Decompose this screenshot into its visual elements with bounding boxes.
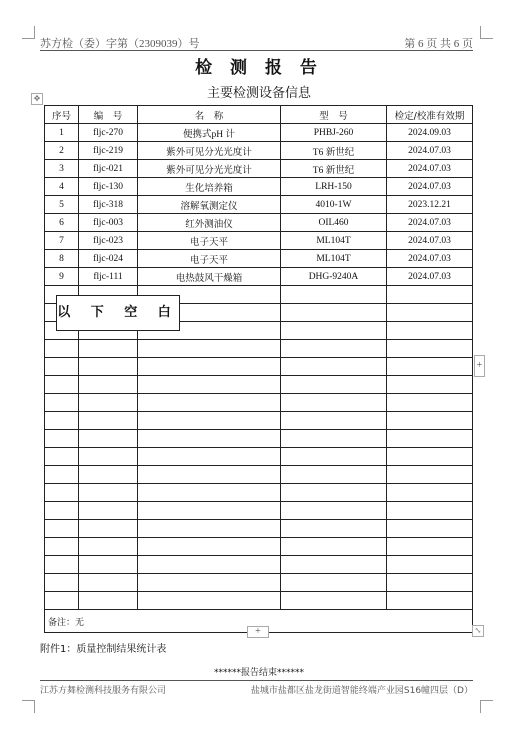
table-cell[interactable]: fljc-003 [79,214,138,232]
table-cell[interactable]: 9 [45,268,79,286]
table-cell[interactable]: T6 新世纪 [281,160,387,178]
table-cell[interactable]: 6 [45,214,79,232]
table-cell[interactable]: 电子天平 [138,250,281,268]
table-move-handle-icon[interactable]: ✥ [31,93,43,105]
table-cell[interactable] [79,430,138,448]
table-cell[interactable]: 生化培养箱 [138,178,281,196]
table-row [45,196,473,214]
table-cell[interactable] [387,574,473,592]
remark-cell[interactable]: 备注：无 [45,610,473,633]
table-cell[interactable] [281,394,387,412]
table-cell[interactable] [138,538,281,556]
table-cell[interactable] [387,502,473,520]
table-cell[interactable] [281,304,387,322]
table-cell[interactable] [281,574,387,592]
table-cell[interactable]: DHG-9240A [281,268,387,286]
table-cell[interactable] [79,394,138,412]
table-cell[interactable]: OIL460 [281,214,387,232]
table-cell[interactable]: 2024.07.03 [387,268,473,286]
table-row [45,232,473,250]
empty-table-row [45,466,473,484]
table-cell[interactable]: 5 [45,196,79,214]
table-cell[interactable] [79,520,138,538]
attachment-note: 附件1：质量控制结果统计表 [40,644,167,655]
table-cell[interactable] [79,538,138,556]
table-cell[interactable] [281,538,387,556]
table-cell[interactable]: 电热鼓风干燥箱 [138,268,281,286]
crop-mark-bottom-left [22,700,35,713]
table-cell[interactable] [387,556,473,574]
page-info: 第 6 页 共 6 页 [404,38,473,50]
table-cell[interactable]: 2023.12.21 [387,196,473,214]
table-cell[interactable] [387,430,473,448]
table-cell[interactable] [79,448,138,466]
table-cell[interactable] [138,358,281,376]
empty-table-row [45,394,473,412]
crop-mark-top-right [480,26,493,39]
table-cell[interactable] [79,484,138,502]
empty-table-row [45,574,473,592]
table-cell[interactable] [79,466,138,484]
table-cell[interactable] [45,376,79,394]
table-cell[interactable] [281,340,387,358]
table-cell[interactable] [281,448,387,466]
table-cell[interactable] [281,520,387,538]
table-cell[interactable] [45,466,79,484]
table-cell[interactable] [387,304,473,322]
table-cell[interactable]: 3 [45,160,79,178]
table-cell[interactable] [45,412,79,430]
report-number: 苏方检（委）字第（2309039）号 [40,38,200,50]
table-cell[interactable] [79,502,138,520]
table-cell[interactable]: fljc-219 [79,142,138,160]
column-header-valid-date: 检定/校准有效期 [387,106,473,124]
crop-mark-top-left [22,26,35,39]
table-cell[interactable] [45,556,79,574]
table-cell[interactable] [387,466,473,484]
table-cell[interactable] [45,484,79,502]
table-body [45,124,473,610]
table-subtitle: 主要检测设备信息 [206,86,311,101]
table-header-row [45,106,473,124]
table-cell[interactable] [45,520,79,538]
table-cell[interactable]: 8 [45,250,79,268]
table-cell[interactable] [138,484,281,502]
table-cell[interactable] [387,358,473,376]
table-row [45,142,473,160]
table-cell[interactable]: 2024.07.03 [387,250,473,268]
table-cell[interactable] [45,394,79,412]
table-cell[interactable]: 7 [45,232,79,250]
table-cell[interactable] [281,430,387,448]
column-header-name: 名 称 [138,106,281,124]
table-cell[interactable]: 溶解氧测定仪 [138,196,281,214]
footer-company: 江苏方舞检测科技服务有限公司 [40,686,167,696]
table-cell[interactable] [45,538,79,556]
empty-table-row [45,502,473,520]
table-cell[interactable]: 2 [45,142,79,160]
table-cell[interactable] [79,358,138,376]
table-cell[interactable] [45,448,79,466]
table-row [45,160,473,178]
table-cell[interactable] [79,592,138,610]
empty-table-row [45,412,473,430]
empty-table-row [45,484,473,502]
table-cell[interactable] [281,286,387,304]
page-title: 检 测 报 告 [195,58,323,78]
table-cell[interactable]: 2024.07.03 [387,214,473,232]
table-cell[interactable]: fljc-270 [79,124,138,142]
table-cell[interactable]: ML104T [281,232,387,250]
table-row [45,250,473,268]
table-cell[interactable] [138,448,281,466]
table-cell[interactable] [138,556,281,574]
table-row [45,178,473,196]
table-cell[interactable] [45,592,79,610]
table-cell[interactable]: 4010-1W [281,196,387,214]
table-cell[interactable] [79,574,138,592]
table-cell[interactable]: 2024.07.03 [387,160,473,178]
table-cell[interactable] [45,430,79,448]
table-cell[interactable] [387,448,473,466]
table-cell[interactable] [281,358,387,376]
table-cell[interactable] [281,592,387,610]
table-cell[interactable] [138,574,281,592]
table-cell[interactable] [79,340,138,358]
table-cell[interactable]: T6 新世纪 [281,142,387,160]
empty-table-row [45,592,473,610]
equipment-table [44,105,473,633]
table-row [45,268,473,286]
table-cell[interactable] [79,376,138,394]
table-cell[interactable] [387,286,473,304]
table-cell[interactable]: fljc-024 [79,250,138,268]
table-cell[interactable] [138,430,281,448]
table-cell[interactable]: fljc-021 [79,160,138,178]
table-row [45,214,473,232]
table-cell[interactable] [387,322,473,340]
table-cell[interactable] [138,502,281,520]
table-cell[interactable] [387,484,473,502]
add-column-button[interactable]: + [474,355,485,377]
table-cell[interactable] [281,322,387,340]
table-cell[interactable] [387,592,473,610]
table-cell[interactable] [387,394,473,412]
table-cell[interactable] [138,466,281,484]
table-cell[interactable]: 红外测油仪 [138,214,281,232]
table-cell[interactable] [387,376,473,394]
table-cell[interactable]: fljc-318 [79,196,138,214]
empty-table-row [45,430,473,448]
table-cell[interactable]: 2024.09.03 [387,124,473,142]
footer-address: 盐城市盐都区盐龙街道智能终端产业园S16幢四层（D） [250,686,473,696]
table-cell[interactable] [138,412,281,430]
table-cell[interactable]: 便携式pH 计 [138,124,281,142]
table-cell[interactable] [281,376,387,394]
column-header-seq: 序号 [45,106,79,124]
table-cell[interactable]: 紫外可见分光光度计 [138,142,281,160]
table-row [45,124,473,142]
table-cell[interactable]: 电子天平 [138,232,281,250]
column-header-model: 型 号 [281,106,387,124]
table-cell[interactable]: 4 [45,178,79,196]
table-cell[interactable]: PHBJ-260 [281,124,387,142]
blank-below-stamp: 以 下 空 白 [56,295,180,331]
table-cell[interactable] [281,412,387,430]
table-cell[interactable]: 2024.07.03 [387,232,473,250]
column-header-code: 编 号 [79,106,138,124]
empty-table-row [45,538,473,556]
table-cell[interactable] [138,592,281,610]
table-cell[interactable] [281,556,387,574]
table-cell[interactable]: fljc-130 [79,178,138,196]
table-cell[interactable] [79,412,138,430]
table-cell[interactable]: fljc-023 [79,232,138,250]
table-cell[interactable]: LRH-150 [281,178,387,196]
empty-table-row [45,358,473,376]
page-header [40,34,473,51]
table-cell[interactable] [138,520,281,538]
table-cell[interactable] [45,358,79,376]
table-cell[interactable] [281,484,387,502]
table-cell[interactable] [387,538,473,556]
page-footer [40,680,473,695]
table-cell[interactable]: fljc-111 [79,268,138,286]
empty-table-row [45,448,473,466]
empty-table-row [45,556,473,574]
table-cell[interactable]: ML104T [281,250,387,268]
add-row-button[interactable]: + [247,626,269,638]
table-cell[interactable]: 紫外可见分光光度计 [138,160,281,178]
table-cell[interactable] [138,394,281,412]
table-cell[interactable] [79,556,138,574]
table-cell[interactable]: 1 [45,124,79,142]
table-cell[interactable] [387,412,473,430]
empty-table-row [45,340,473,358]
table-cell[interactable] [45,574,79,592]
empty-table-row [45,376,473,394]
empty-table-row [45,520,473,538]
table-cell[interactable] [45,502,79,520]
table-cell[interactable]: 2024.07.03 [387,142,473,160]
table-cell[interactable] [138,340,281,358]
table-cell[interactable] [387,340,473,358]
report-end-mark: ******报告结束****** [213,668,304,678]
table-cell[interactable] [281,466,387,484]
table-cell[interactable] [387,520,473,538]
table-cell[interactable] [138,376,281,394]
table-cell[interactable]: 2024.07.03 [387,178,473,196]
table-cell[interactable] [45,340,79,358]
table-resize-handle-icon[interactable]: ⤡ [472,625,484,637]
table-cell[interactable] [281,502,387,520]
crop-mark-bottom-right [480,700,493,713]
